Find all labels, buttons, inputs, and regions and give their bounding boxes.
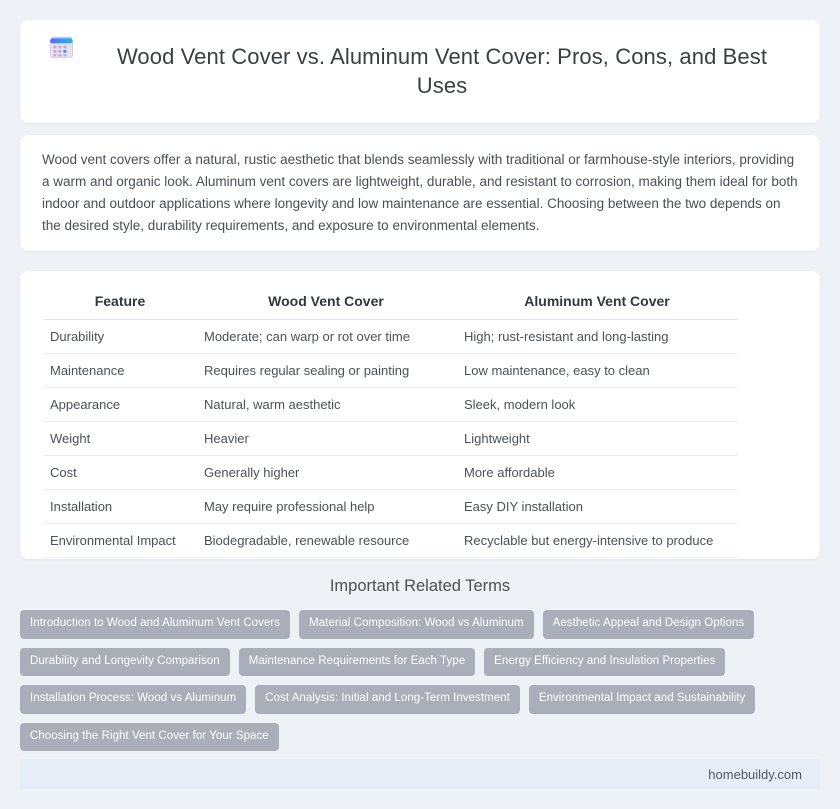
related-term-tag[interactable]: Cost Analysis: Initial and Long-Term Investment	[255, 685, 520, 714]
cell-aluminum: More affordable	[456, 456, 738, 490]
related-terms-tag-list	[20, 610, 820, 751]
header-inner	[48, 28, 792, 115]
related-term-tag[interactable]: Material Composition: Wood vs Aluminum	[299, 610, 534, 639]
related-term-tag[interactable]: Energy Efficiency and Insulation Properties	[484, 648, 725, 677]
cell-wood: Heavier	[196, 422, 456, 456]
table-row	[44, 524, 738, 558]
related-term-tag[interactable]: Introduction to Wood and Aluminum Vent Covers	[20, 610, 290, 639]
cell-feature: Environmental Impact	[44, 524, 196, 558]
table-row	[44, 422, 738, 456]
comparison-table-card	[20, 271, 820, 559]
table-header-row	[44, 287, 738, 320]
calendar-icon	[48, 34, 76, 62]
footer-site-name: homebuildy.com	[708, 766, 802, 782]
table-row	[44, 456, 738, 490]
cell-aluminum: Lightweight	[456, 422, 738, 456]
header-card	[20, 20, 820, 123]
column-header-feature: Feature	[44, 287, 196, 320]
cell-wood: Requires regular sealing or painting	[196, 354, 456, 388]
table-row	[44, 388, 738, 422]
related-term-tag[interactable]: Aesthetic Appeal and Design Options	[543, 610, 755, 639]
cell-wood: Biodegradable, renewable resource	[196, 524, 456, 558]
related-term-tag[interactable]: Maintenance Requirements for Each Type	[239, 648, 475, 677]
cell-feature: Durability	[44, 320, 196, 354]
table-body	[44, 320, 738, 558]
cell-feature: Cost	[44, 456, 196, 490]
description-card	[20, 135, 820, 251]
cell-wood: Generally higher	[196, 456, 456, 490]
table-row	[44, 354, 738, 388]
cell-aluminum: Easy DIY installation	[456, 490, 738, 524]
cell-feature: Maintenance	[44, 354, 196, 388]
cell-wood: May require professional help	[196, 490, 456, 524]
comparison-table	[44, 287, 738, 558]
cell-aluminum: Sleek, modern look	[456, 388, 738, 422]
table-head	[44, 287, 738, 320]
related-terms-section	[20, 577, 820, 751]
cell-feature: Appearance	[44, 388, 196, 422]
cell-feature: Weight	[44, 422, 196, 456]
related-term-tag[interactable]: Installation Process: Wood vs Aluminum	[20, 685, 246, 714]
page-title: Wood Vent Cover vs. Aluminum Vent Cover: Pros, Cons, and Best Uses	[116, 43, 768, 98]
column-header-wood: Wood Vent Cover	[196, 287, 456, 320]
cell-aluminum: High; rust-resistant and long-lasting	[456, 320, 738, 354]
cell-aluminum: Recyclable but energy-intensive to produce	[456, 524, 738, 558]
description-text: Wood vent covers offer a natural, rustic aesthetic that blends seamlessly with traditional or farmhouse-style interiors, providing a warm and organic look. Aluminum vent covers are lightweight, durable, and resistant to corrosion, making them ideal for both indoor and outdoor applications where longevity and low maintenance are essential. Choosing between the two depends on the desired style, durability requirements, and exposure to environmental elements.	[42, 152, 798, 233]
cell-feature: Installation	[44, 490, 196, 524]
cell-aluminum: Low maintenance, easy to clean	[456, 354, 738, 388]
table-row	[44, 490, 738, 524]
related-term-tag[interactable]: Environmental Impact and Sustainability	[529, 685, 756, 714]
related-terms-title: Important Related Terms	[329, 577, 511, 595]
column-header-aluminum: Aluminum Vent Cover	[456, 287, 738, 320]
table-row	[44, 320, 738, 354]
cell-wood: Natural, warm aesthetic	[196, 388, 456, 422]
footer-bar	[20, 759, 820, 789]
cell-wood: Moderate; can warp or rot over time	[196, 320, 456, 354]
related-term-tag[interactable]: Durability and Longevity Comparison	[20, 648, 230, 677]
related-term-tag[interactable]: Choosing the Right Vent Cover for Your Space	[20, 723, 279, 752]
